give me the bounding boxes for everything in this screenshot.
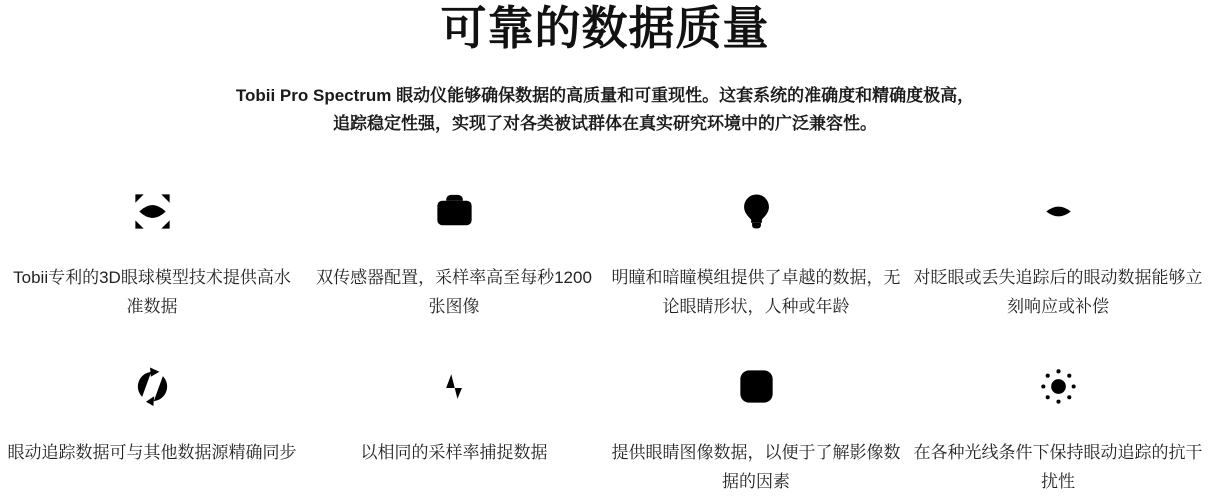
feature-text: 以相同的采样率捕捉数据 (360, 442, 548, 462)
feature-icon-wrap (733, 363, 780, 411)
features-grid (0, 188, 1210, 496)
feature-icon-wrap (431, 188, 478, 236)
feature-card (907, 363, 1209, 496)
feature-icon-wrap (129, 188, 176, 236)
feature-card (605, 188, 907, 321)
page-title: 可靠的数据质量 (440, 2, 770, 54)
user-photo-icon (733, 363, 780, 410)
feature-card (605, 363, 907, 496)
feature-text: 对眨眼或丢失追踪后的眼动数据能够立刻响应或补偿 (913, 267, 1203, 316)
feature-icon-wrap (1035, 363, 1082, 411)
section-subtitle: Tobii Pro Spectrum 眼动仪能够确保数据的高质量和可重现性。这套系统的准确度和精确度极高，追踪稳定性强，实现了对各类被试群体在真实研究环境中的广泛兼容性。 (235, 85, 975, 133)
feature-card (1, 363, 303, 496)
lightbulb-icon (733, 188, 780, 235)
camera-icon (431, 188, 478, 235)
feature-card (303, 363, 605, 496)
sync-arrows-icon (129, 363, 176, 410)
sun-brightness-icon (1035, 363, 1082, 410)
feature-text: 眼动追踪数据可与其他数据源精确同步 (7, 442, 297, 462)
feature-card (1, 188, 303, 321)
feature-text: 在各种光线条件下保持眼动追踪的抗干扰性 (913, 442, 1203, 491)
feature-text: Tobii专利的3D眼球模型技术提供高水准数据 (13, 267, 291, 316)
feature-icon-wrap (1035, 188, 1082, 236)
pulse-wave-icon (431, 363, 478, 410)
feature-icon-wrap (431, 363, 478, 411)
feature-icon-wrap (733, 188, 780, 236)
feature-card (907, 188, 1209, 321)
eye-rays-icon (1035, 188, 1082, 235)
feature-icon-wrap (129, 363, 176, 411)
eye-tracking-scan-icon (129, 188, 176, 235)
feature-text: 双传感器配置，采样率高至每秒1200张图像 (316, 267, 592, 316)
feature-text: 提供眼睛图像数据，以便于了解影像数据的因素 (611, 442, 901, 491)
feature-card (303, 188, 605, 321)
feature-text: 明瞳和暗瞳模组提供了卓越的数据，无论眼睛形状，人种或年龄 (611, 267, 901, 316)
